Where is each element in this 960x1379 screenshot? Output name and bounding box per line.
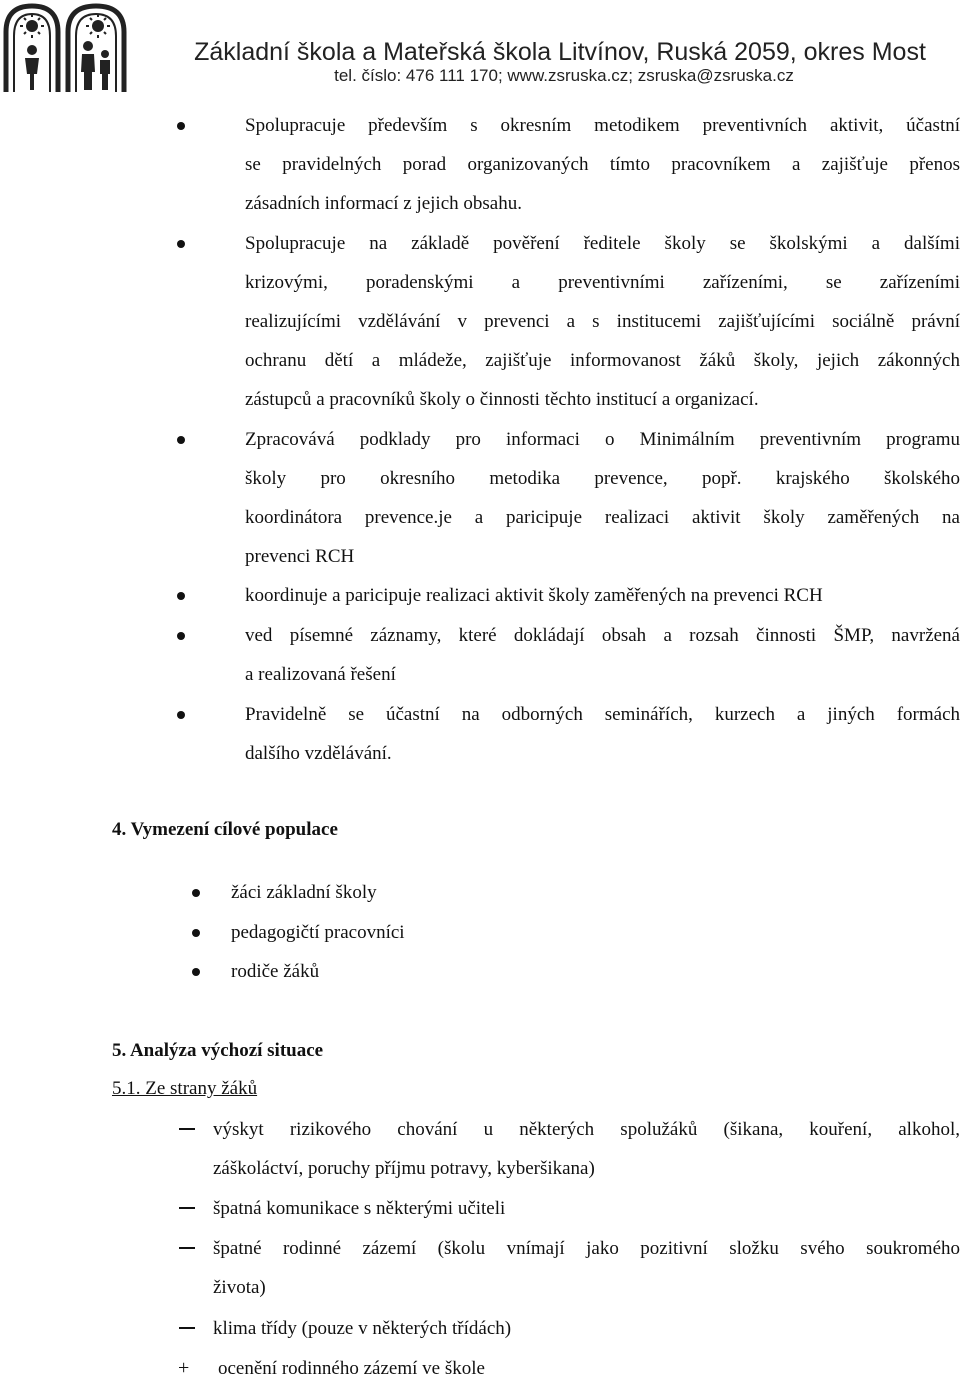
- text-line: špatné rodinné zázemí (školu vnímají jako pozitivní složku svého soukromého: [213, 1238, 960, 1259]
- text-line: pedagogičtí pracovníci: [231, 922, 405, 943]
- text-line: školy pro okresního metodika prevence, popř. krajského školského: [245, 468, 960, 489]
- bullet-icon: [192, 889, 200, 897]
- bullet-icon: [177, 122, 185, 130]
- page-header: [0, 0, 960, 100]
- text-line: Zpracovává podklady pro informaci o Minimálním preventivním programu: [245, 429, 960, 450]
- text-line: realizujícími vzdělávání v prevenci a s institucemi zajišťujícími sociálně právní: [245, 311, 960, 332]
- text-line: ved písemné záznamy, které dokládají obsah a rozsah činnosti ŠMP, navržená: [245, 625, 960, 646]
- bullet-icon: [177, 711, 185, 719]
- text-line: zásadních informací z jejich obsahu.: [245, 193, 522, 214]
- school-contact: tel. číslo: 476 111 170; www.zsruska.cz; zsruska@zsruska.cz: [334, 66, 794, 85]
- section-heading: 5. Analýza výchozí situace: [112, 1040, 324, 1061]
- text-line: ocenění rodinného zázemí ve škole: [218, 1358, 485, 1379]
- text-line: výskyt rizikového chování u některých spolužáků (šikana, kouření, alkohol,: [213, 1119, 960, 1140]
- dash-icon: [179, 1207, 195, 1209]
- family-logo-icon: [2, 2, 130, 94]
- bullet-icon: [177, 436, 185, 444]
- text-line: krizovými, poradenskými a preventivními zařízeními, se zařízeními: [245, 272, 960, 293]
- text-line: života): [213, 1277, 266, 1298]
- school-logo: [2, 2, 130, 94]
- text-line: koordinuje a paricipuje realizaci aktivit školy zaměřených na prevenci RCH: [245, 585, 823, 606]
- dash-icon: [179, 1128, 195, 1130]
- bullet-icon: [177, 592, 185, 600]
- school-name: Základní škola a Mateřská škola Litvínov, Ruská 2059, okres Most: [194, 38, 926, 66]
- text-line: prevenci RCH: [245, 546, 355, 567]
- text-line: dalšího vzdělávání.: [245, 743, 392, 764]
- text-line: Spolupracuje na základě pověření ředitele školy se školskými a dalšími: [245, 233, 960, 254]
- bullet-icon: [192, 968, 200, 976]
- text-line: koordinátora prevence.je a paricipuje realizaci aktivit školy zaměřených na: [245, 507, 960, 528]
- dash-icon: [179, 1247, 195, 1249]
- bullet-icon: [177, 632, 185, 640]
- text-line: ochranu dětí a mládeže, zajišťuje informovanost žáků školy, jejich zákonných: [245, 350, 960, 371]
- text-line: žáci základní školy: [231, 882, 377, 903]
- bullet-icon: [192, 929, 200, 937]
- text-line: rodiče žáků: [231, 961, 320, 982]
- text-line: Pravidelně se účastní na odborných seminářích, kurzech a jiných formách: [245, 704, 960, 725]
- plus-icon: +: [178, 1357, 190, 1379]
- text-line: zástupců a pracovníků školy o činnosti těchto institucí a organizací.: [245, 389, 759, 410]
- section-heading: 4. Vymezení cílové populace: [112, 819, 338, 840]
- bullet-icon: [177, 240, 185, 248]
- text-line: klima třídy (pouze v některých třídách): [213, 1318, 512, 1339]
- dash-icon: [179, 1327, 195, 1329]
- text-line: Spolupracuje především s okresním metodikem preventivních aktivit, účastní: [245, 115, 960, 136]
- subsection-heading: 5.1. Ze strany žáků: [112, 1078, 258, 1099]
- text-line: se pravidelných porad organizovaných tímto pracovníkem a zajišťuje přenos: [245, 154, 960, 175]
- text-line: záškoláctví, poruchy příjmu potravy, kyberšikana): [213, 1158, 595, 1179]
- text-line: špatná komunikace s některými učiteli: [213, 1198, 506, 1219]
- text-line: a realizovaná řešení: [245, 664, 396, 685]
